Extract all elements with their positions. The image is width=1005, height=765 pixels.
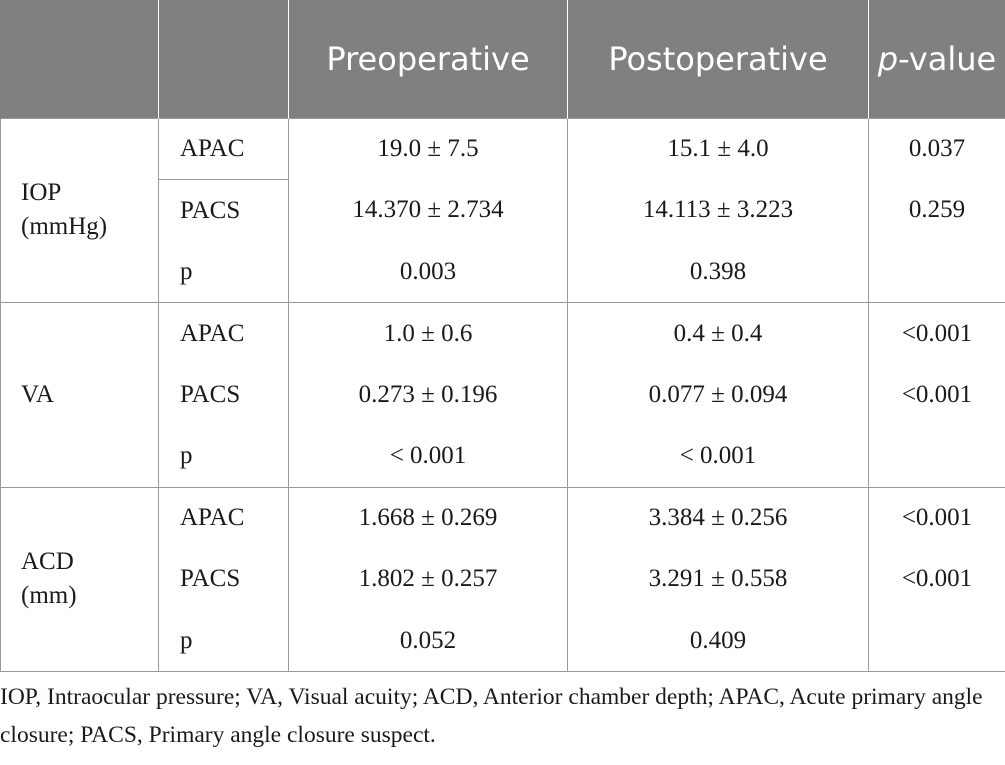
cell-preoperative: 1.802 ± 0.257 xyxy=(289,549,568,611)
cell-preoperative: 0.003 xyxy=(289,241,568,303)
header-row xyxy=(1,0,1005,118)
p-value-rest: -value xyxy=(898,39,997,78)
row-label: PACS xyxy=(159,180,289,242)
header-preoperative: Preoperative xyxy=(289,0,568,118)
row-label: APAC xyxy=(159,487,289,549)
cell-preoperative: 14.370 ± 2.734 xyxy=(289,180,568,242)
cell-p-value xyxy=(869,610,1005,672)
cell-preoperative: 1.668 ± 0.269 xyxy=(289,487,568,549)
cell-preoperative: 19.0 ± 7.5 xyxy=(289,118,568,180)
cell-postoperative: 3.291 ± 0.558 xyxy=(568,549,869,611)
cell-p-value xyxy=(869,426,1005,488)
table-row xyxy=(1,118,1005,180)
cell-p-value: 0.259 xyxy=(869,180,1005,242)
cell-postoperative: 15.1 ± 4.0 xyxy=(568,118,869,180)
cell-preoperative: 0.273 ± 0.196 xyxy=(289,364,568,426)
row-label: p xyxy=(159,610,289,672)
cell-preoperative: 1.0 ± 0.6 xyxy=(289,303,568,365)
cell-postoperative: 0.398 xyxy=(568,241,869,303)
group-unit: (mm) xyxy=(21,582,77,610)
group-cell-acd xyxy=(1,487,159,672)
cell-postoperative: 0.4 ± 0.4 xyxy=(568,303,869,365)
group-name: VA xyxy=(21,380,54,408)
group-unit: (mmHg) xyxy=(21,213,108,241)
group-name: ACD xyxy=(21,548,74,576)
group-name: IOP xyxy=(21,179,62,207)
row-label: p xyxy=(159,426,289,488)
cell-p-value: <0.001 xyxy=(869,487,1005,549)
row-label: APAC xyxy=(159,303,289,365)
row-label: PACS xyxy=(159,549,289,611)
p-italic: p xyxy=(877,39,899,78)
group-cell-va xyxy=(1,303,159,488)
cell-preoperative: < 0.001 xyxy=(289,426,568,488)
table-row xyxy=(1,303,1005,365)
header-postoperative: Postoperative xyxy=(568,0,869,118)
cell-preoperative: 0.052 xyxy=(289,610,568,672)
cell-postoperative: 0.409 xyxy=(568,610,869,672)
table-row xyxy=(1,487,1005,549)
table-footnote: IOP, Intraocular pressure; VA, Visual acuity; ACD, Anterior chamber depth; APAC, Acute primary angle closure; PACS, Primary angle closure suspect. xyxy=(0,684,983,748)
group-cell-iop xyxy=(1,118,159,303)
row-label: APAC xyxy=(159,118,289,180)
cell-postoperative: < 0.001 xyxy=(568,426,869,488)
row-label: p xyxy=(159,241,289,303)
header-subgroup-cell xyxy=(159,0,289,118)
cell-p-value: <0.001 xyxy=(869,364,1005,426)
cell-p-value xyxy=(869,241,1005,303)
header-group-cell xyxy=(1,0,159,118)
cell-p-value: 0.037 xyxy=(869,118,1005,180)
row-label: PACS xyxy=(159,364,289,426)
cell-postoperative: 0.077 ± 0.094 xyxy=(568,364,869,426)
header-p-value xyxy=(869,0,1005,118)
cell-postoperative: 14.113 ± 3.223 xyxy=(568,180,869,242)
cell-p-value: <0.001 xyxy=(869,303,1005,365)
cell-p-value: <0.001 xyxy=(869,549,1005,611)
cell-postoperative: 3.384 ± 0.256 xyxy=(568,487,869,549)
